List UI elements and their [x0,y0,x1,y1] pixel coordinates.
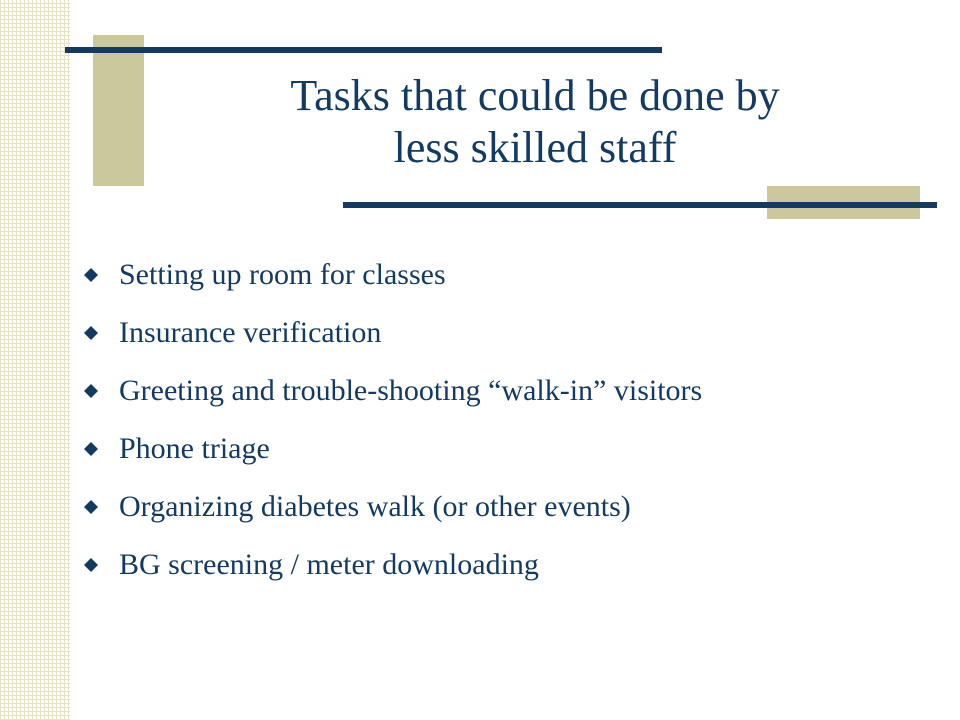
bullet-item [84,420,944,478]
bullet-list [84,246,944,594]
bullet-item [84,478,944,536]
slide-title [150,70,920,174]
diamond-bullet-icon [84,268,98,282]
diamond-bullet-icon [84,500,98,514]
title-line-2: less skilled staff [393,123,677,172]
bullet-item [84,362,944,420]
bullet-item [84,304,944,362]
bullet-text: Phone triage [119,432,270,465]
bullet-text: Insurance verification [119,316,382,349]
bullet-item [84,246,944,304]
diamond-bullet-icon [84,326,98,340]
bullet-text: Setting up room for classes [119,258,446,291]
title-bottom-rule [343,202,937,208]
title-top-rule [65,47,662,53]
bullet-text: BG screening / meter downloading [119,548,539,581]
bullet-text: Organizing diabetes walk (or other events) [119,490,631,523]
diamond-bullet-icon [84,558,98,572]
diamond-bullet-icon [84,384,98,398]
left-pattern-band [0,0,70,720]
bullet-text: Greeting and trouble-shooting “walk-in” visitors [119,374,703,407]
title-line-1: Tasks that could be done by [290,71,780,120]
diamond-bullet-icon [84,442,98,456]
bullet-item [84,536,944,594]
title-accent-block [93,35,144,186]
